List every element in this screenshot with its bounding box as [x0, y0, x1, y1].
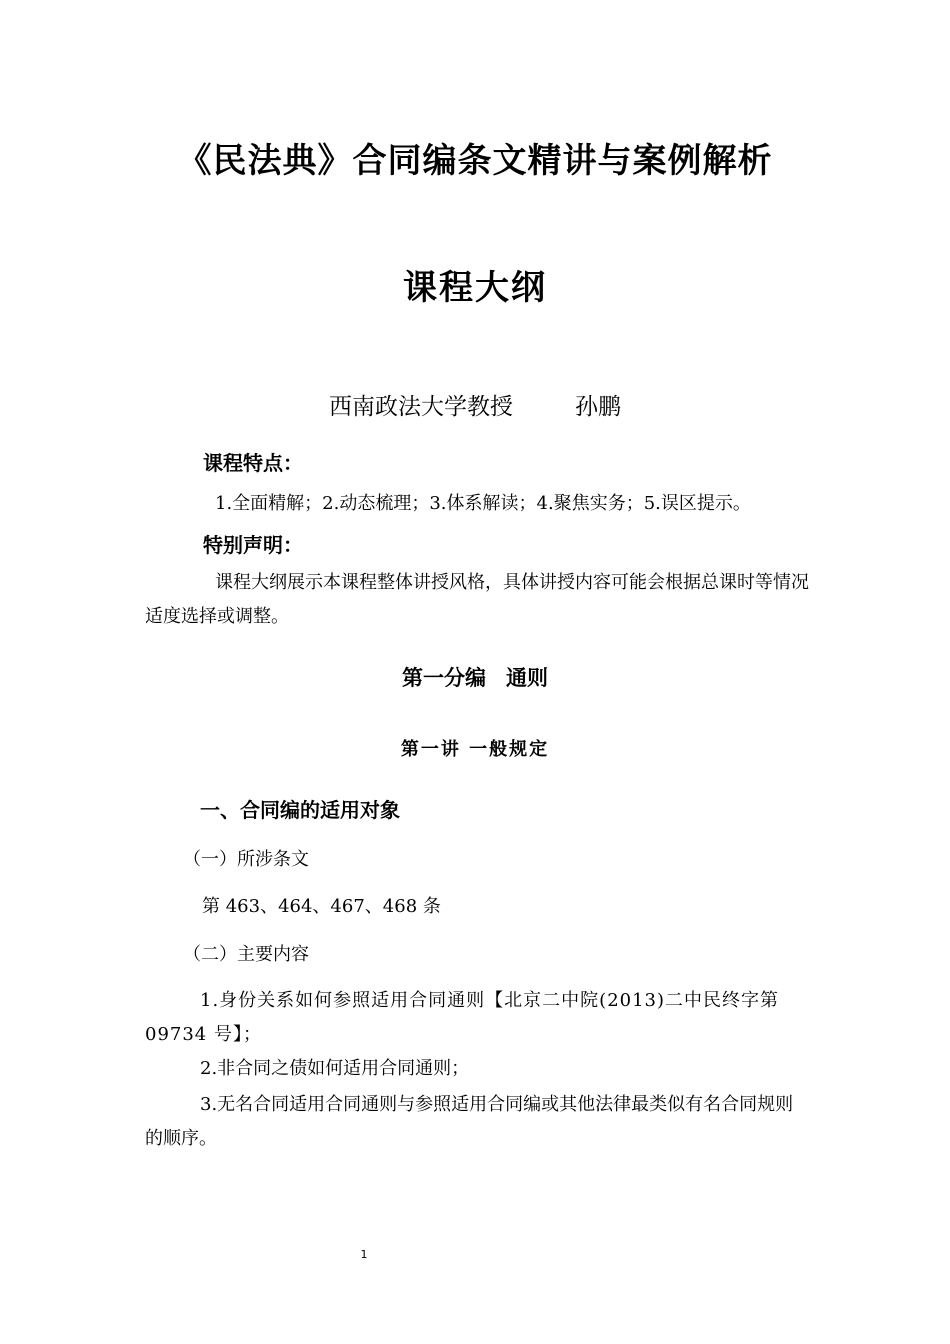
section-title: 一、合同编的适用对象 — [200, 798, 400, 822]
author-name: 孙鹏 — [575, 394, 621, 420]
list-item: 3.无名合同适用合同通则与参照适用合同编或其他法律最类似有名合同规则的顺序。 — [145, 1094, 794, 1149]
lecture-title: 第一讲 一般规定 — [400, 739, 550, 760]
list-item: 1.身份关系如何参照适用合同通则【北京二中院(2013)二中民终字第 09734 号】； — [145, 990, 780, 1045]
author-affiliation: 西南政法大学教授 — [329, 394, 513, 420]
part-title — [0, 662, 950, 692]
part-title-name: 通则 — [506, 666, 548, 690]
subsection-1-text: 第 463、464、467、468 条 — [202, 896, 441, 917]
statement-heading: 特别声明： — [203, 533, 303, 557]
features-heading: 课程特点： — [203, 451, 303, 475]
features-text: 1.全面精解；2.动态梳理；3.体系解读；4.聚焦实务；5.误区提示。 — [215, 493, 751, 514]
document-title: 《民法典》合同编条文精讲与案例解析 — [177, 141, 773, 181]
statement-text: 课程大纲展示本课程整体讲授风格，具体讲授内容可能会根据总课时等情况适度选择或调整。 — [145, 572, 809, 627]
list-item: 2.非合同之债如何适用合同通则； — [200, 1058, 470, 1079]
author-line — [0, 388, 950, 421]
page-number: 1 — [360, 1248, 368, 1261]
part-title-number: 第一分编 — [402, 666, 486, 690]
subsection-1-heading: （一）所涉条文 — [183, 849, 309, 870]
document-subtitle: 课程大纲 — [403, 268, 547, 308]
subsection-2-heading: （二）主要内容 — [183, 944, 309, 965]
